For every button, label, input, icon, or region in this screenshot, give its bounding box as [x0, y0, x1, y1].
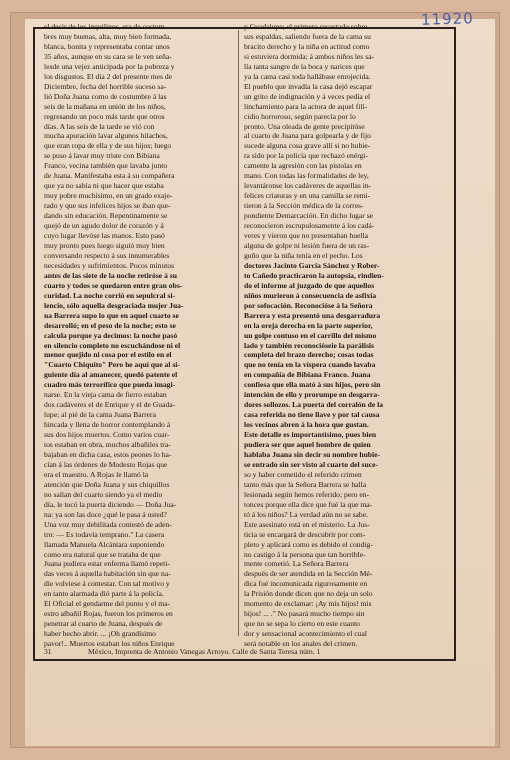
- text-line: seis de la mañana en unión de los niños,: [44, 101, 166, 111]
- text-line: de Juana. Manifestaba esta á su compañera: [44, 171, 175, 181]
- text-line: menor quejido ni cosa por el estilo en el: [44, 350, 172, 360]
- text-line: pondiente Demarcación. En dicho lugar se: [244, 211, 374, 221]
- text-line: bracito derecho y la niña en actitud como: [244, 41, 370, 51]
- text-line: no salían del cuarto siendo ya el medio: [44, 489, 163, 499]
- text-line: lesionada según hemos referido; pero en-: [244, 489, 370, 499]
- text-line: en compañía de Bibiana Franco. Juana: [244, 370, 371, 380]
- text-line: en la oreja derecha en la parte superior,: [244, 320, 373, 330]
- text-line: después de ser atendida en la Sección Mé-: [244, 569, 373, 579]
- text-line: pavor!.. Muertos estaban los niños Enrique: [44, 639, 175, 649]
- text-line: antes de las siete de la noche retiróse á su: [44, 270, 177, 280]
- text-line: Una voz muy debilitada contestó de aden-: [44, 519, 172, 529]
- text-line: cuadro más terrorífico que pueda imagi-: [44, 380, 176, 390]
- text-line: "Cuarto Chiquito" Pero he aquí que al si-: [44, 360, 180, 370]
- text-line: muy pobre muchísimo, en un grado exaje-: [44, 191, 173, 201]
- text-line: lesde una vejez anticipada por la pobreza y: [44, 61, 175, 71]
- text-line: como era natural que se trataba de que: [44, 549, 161, 559]
- text-line: sus dos hijos muertos. Como varios cuar-: [44, 430, 170, 440]
- text-line: muy pronto pues luego siguió muy bien: [44, 240, 165, 250]
- text-line: calcula porque ya decimos: la noche pasó: [44, 330, 178, 340]
- text-line: dos cadáveres el de Enrique y el de Guada-: [44, 400, 176, 410]
- text-line: Franco, vecina también que lavaba junto: [44, 161, 168, 171]
- text-line: lado y también reconocióseie la parálisis: [244, 340, 375, 350]
- text-line: hijos! ... ." No pasará mucho tiempo sin: [244, 609, 365, 619]
- text-line: Diciembre, fecha del horrible suceso sa-: [44, 81, 167, 91]
- text-line: días. A las seis de la tarde se vió con: [44, 121, 155, 131]
- text-line: conversando respecto á sus innumerables: [44, 250, 170, 260]
- text-line: dor y sensacional acontecimiento el cual: [244, 629, 367, 639]
- text-line: narse. En la vieja cama de fierro estaban: [44, 390, 167, 400]
- text-line: desarrolló; en el peso de la noche; esto se: [44, 320, 176, 330]
- text-line: das veces á aquella habitación sin que na-: [44, 569, 171, 579]
- text-line: Este asesinato está en el misterio. La Jus-: [244, 519, 370, 529]
- text-line: mente cometió. La Señora Barrera: [244, 559, 349, 569]
- text-line: atención que Doña Juana y sus chiquillos: [44, 479, 170, 489]
- text-line: na: ya son las doce ¿qué le pasa á usted?: [44, 509, 167, 519]
- text-line: Barrera y esta presentó una desgarradura: [244, 310, 381, 320]
- text-line: hablaba Juana sin decir su nombre hubie-: [244, 449, 381, 459]
- text-line: en silencio completo no escuchándose ni el: [44, 340, 181, 350]
- text-line: dores sollozos. La puerta del corralón de la: [244, 400, 384, 410]
- text-line: tro: — Es todavía temprano." La casera: [44, 529, 165, 539]
- text-line: mucha apuración lavar algunos hilachos,: [44, 131, 168, 141]
- text-line: en tanto alarmada dió parte á la policía.: [44, 589, 164, 599]
- text-line: un grito de indignación y á veces pedía el: [244, 91, 371, 101]
- text-line: pronto. Una oleada de gente precipitóse: [244, 121, 365, 131]
- text-line: curidad. La noche corrió en sepulcral si-: [44, 290, 175, 300]
- text-line: mano. Con todas las formalidades de ley,: [244, 171, 369, 181]
- text-line: era el maestro. A Rojas le llamó la: [44, 469, 149, 479]
- text-line: cuyo lugar llevóse las manos. Esto pasó: [44, 231, 165, 241]
- text-line: camente la agresión con las pistolas en: [244, 161, 362, 171]
- text-line: pudiera ser que aquel hombre de quien: [244, 440, 371, 450]
- text-line: na Barrera supo lo que en aquel cuarto se: [44, 310, 179, 320]
- text-line: un golpe contuso en el carrillo del mismo: [244, 330, 377, 340]
- text-line: doctores Jacinto García Sánchez y Rober-: [244, 260, 380, 270]
- text-line: el decir de los inquilinos, era de costum-: [44, 22, 168, 31]
- text-line: Juana pudiera estar enferma llamó repeti-: [44, 559, 170, 569]
- page-number: 31: [44, 647, 52, 656]
- text-line: lencio, sólo aquella desgraciada mujer Jua-: [44, 300, 184, 310]
- text-line: será notable en los anales del crimen.: [244, 639, 358, 649]
- text-line: Este detalle es importantísimo, pues bien: [244, 430, 377, 440]
- text-line: veres y vieron que no presentaban huella: [244, 231, 368, 241]
- text-line: casa referida no tiene llave y por tal causa: [244, 410, 380, 420]
- text-line: completa del brazo derecho; cosas todas: [244, 350, 374, 360]
- text-line: quejó de un agudo dolor de corazón y á: [44, 221, 164, 231]
- text-line: regresando un poco más tarde que otros: [44, 111, 165, 121]
- text-line: reconocieron escrupulosamente á los cadá-: [244, 221, 375, 231]
- text-line: tó á los niños? La verdad aún no se sabe.: [244, 509, 368, 519]
- text-line: bajaban en dicha casa, estos peones lo ha-: [44, 449, 172, 459]
- text-line: ticia se encargará de descubrir por com-: [244, 529, 366, 539]
- text-line: que no tenía en la víspera cuando lavaba: [244, 360, 376, 370]
- text-line: El pueblo que invadía la casa dejó escapar: [244, 81, 373, 91]
- text-line: El Oficial el gendarme del punto y el ma-: [44, 599, 171, 609]
- text-line: guño que la niña tenía en el pecho. Los: [244, 250, 363, 260]
- text-line: 35 años, aunque en su cara se le ven seña-: [44, 51, 172, 61]
- text-line: intención de ello y prorumpe en desgarra-: [244, 390, 380, 400]
- text-line: sucede alguna cosa grave allí si no hubie-: [244, 141, 371, 151]
- text-line: se puso á lavar muy triste con Bibiana: [44, 151, 160, 161]
- text-line: ra sido por la policía que rechazó enérgi-: [244, 151, 369, 161]
- text-line: lía tanta sangre de la boca y narices que: [244, 61, 365, 71]
- text-line: por sofocación. Reconocióse á la Señora: [244, 300, 373, 310]
- text-line: niños murieron á consecuencia de asfixia: [244, 290, 377, 300]
- text-line: tos estaban en obra, muchos albañiles tra-: [44, 440, 171, 450]
- text-line: levantáronse los cadáveres de aquellas in-: [244, 181, 372, 191]
- text-line: sus espaldas, saliendo fuera de la cama su: [244, 31, 371, 41]
- text-line: hincada y llena de horror contemplando á: [44, 420, 171, 430]
- left-text-column: [44, 22, 234, 649]
- text-line: que ya no sabía ni que hacer que estaba: [44, 181, 164, 191]
- column-divider: [238, 30, 239, 636]
- text-line: dando sin educación. Repentinamente se: [44, 211, 168, 221]
- text-line: penetrar al cuarto de Juana, después de: [44, 619, 163, 629]
- text-line: lupe; al pié de la cama Juana Barrera: [44, 410, 156, 420]
- text-line: lió Doña Juana como de costumbre á las: [44, 91, 167, 101]
- text-line: ya la cama casi toda hallábase enrojecida.: [244, 71, 371, 81]
- text-line: haber hecho abrir. ... ¡Oh grandísimo: [44, 629, 156, 639]
- text-line: pleto y aplicará como es debido el condig-: [244, 539, 373, 549]
- text-line: cían á las órdenes de Modesto Rojas que: [44, 459, 168, 469]
- text-line: cidio horroroso, según parecía por lo: [244, 111, 356, 121]
- text-line: so y haber cometido el referido crimen: [244, 469, 362, 479]
- text-line: al cuarto de Juana para golpearla y de fijo: [244, 131, 371, 141]
- text-line: cuarto y todos se quedaron entre gran obs-: [44, 280, 183, 290]
- text-line: no castigo á la persona que tan horrible-: [244, 549, 366, 559]
- text-line: dica fué incomunicada rigurosamente en: [244, 579, 368, 589]
- text-line: rado y que sus infelices hijos se iban que-: [44, 201, 171, 211]
- text-line: alguna de golpe ni lesión fuera de un ras-: [244, 240, 370, 250]
- text-line: se entrado sin ser visto al cuarto del suce-: [244, 459, 379, 469]
- text-line: los vecinos abren á la hora que gustan.: [244, 420, 369, 430]
- text-line: llamada Manuela Alcántara suponiendo: [44, 539, 165, 549]
- text-line: si estuviera dormida; á ambos niños les sa-: [244, 51, 375, 61]
- text-line: do el informe al juzgado de que aquellos: [244, 280, 375, 290]
- text-line: confiesa que ella mató á sus hijos, pero sin: [244, 380, 381, 390]
- text-line: to Cañedo practicaron la autopsia, rindien-: [244, 270, 384, 280]
- text-line: estro albañil Rojas, fueron los primeros en: [44, 609, 173, 619]
- text-line: felices criaturas y en una camilla se remi-: [244, 191, 371, 201]
- printer-imprint: México, Imprenta de Antonio Vanegas Arroyo. Calle de Santa Teresa núm. 1: [88, 647, 321, 656]
- text-line: guiente día al amanecer, quedó patente el: [44, 370, 178, 380]
- text-line: la Prisión donde dicen que no deja un solo: [244, 589, 373, 599]
- text-line: die volviese á contestar. Con tal motivo y: [44, 579, 170, 589]
- text-line: blanca, bonita y representaba contar unos: [44, 41, 170, 51]
- text-line: y Guadalupe; el primero recostado sobre: [244, 22, 368, 31]
- text-line: que eran ropa de ella y de sus hijos; luego: [44, 141, 172, 151]
- text-line: tieron á la Sección médica de la corres-: [244, 201, 364, 211]
- text-line: tonces porque ella dice que fué la que ma-: [244, 499, 373, 509]
- text-line: necesidades y sufrimientos. Pocos minutos: [44, 260, 175, 270]
- text-line: los disgustos. El día 2 del presente mes de: [44, 71, 173, 81]
- text-line: día, le tocó la puerta diciendo — Doña Jua-: [44, 499, 177, 509]
- right-text-column: [244, 22, 434, 649]
- archive-stamp: 11920: [420, 9, 475, 29]
- text-line: tanto más que la Señora Barrera se halla: [244, 479, 367, 489]
- text-line: momento de exclamar: ¡Ay mis hijos! mis: [244, 599, 372, 609]
- text-line: linchamiento para la actora de aquel filí-: [244, 101, 368, 111]
- text-line: que no se sepa lo cierto en este cuanto: [244, 619, 360, 629]
- text-line: bres muy buenas, alta, muy bien formada,: [44, 31, 172, 41]
